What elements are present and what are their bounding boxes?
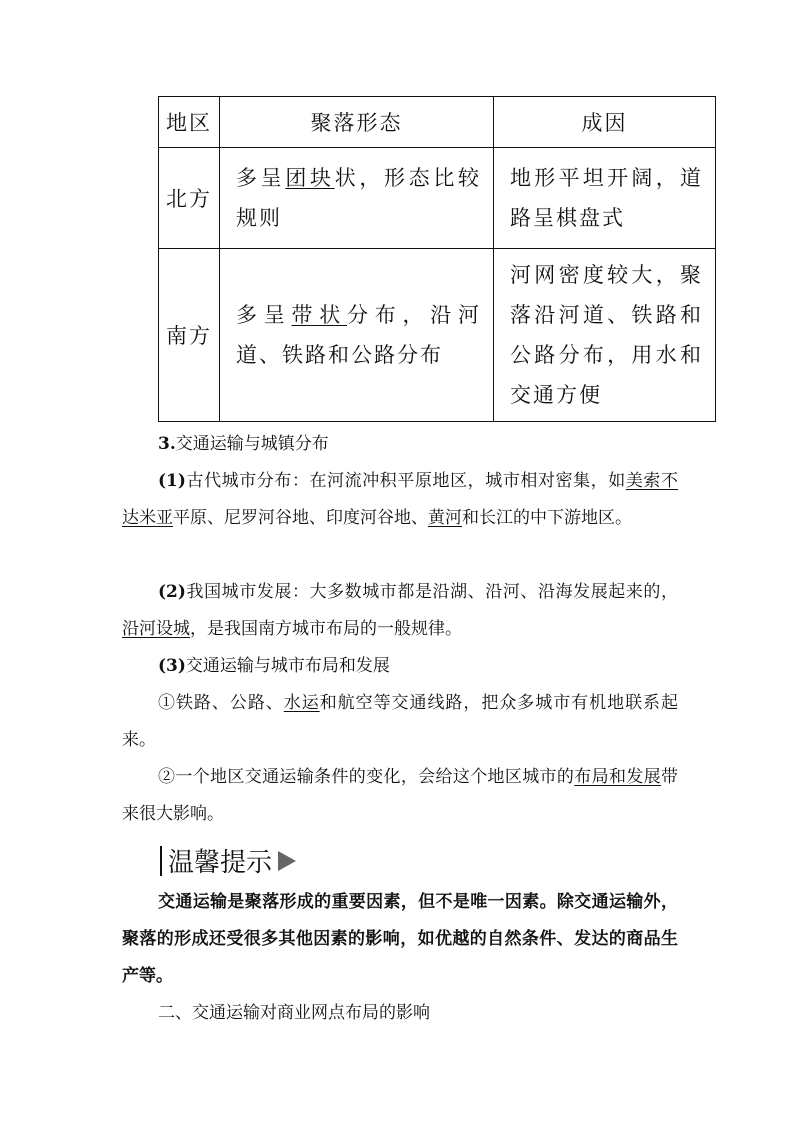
paragraph-text: 交通运输与城市布局和发展 xyxy=(185,656,390,676)
settlement-table xyxy=(158,96,716,422)
region-cell: 南方 xyxy=(159,249,220,422)
table-row xyxy=(159,148,716,249)
tip-bar xyxy=(160,846,162,876)
tip-title: 温馨提示 xyxy=(168,848,273,878)
key-term: 沿河设城 xyxy=(122,619,190,639)
paragraph-point-1 xyxy=(122,685,678,759)
paragraph-text: 和航空等交通线路，把众多城市有机地联系起来。 xyxy=(122,693,679,750)
section-two-heading: 二、交通运输对商业网点布局的影响 xyxy=(158,1003,430,1023)
table-row xyxy=(159,249,716,422)
paragraph-china-cities xyxy=(122,574,678,648)
item-number: (3) xyxy=(158,656,186,676)
region-cell: 北方 xyxy=(159,148,220,249)
section-number: 3. xyxy=(158,434,176,454)
cause-cell: 地形平坦开阔，道路呈棋盘式 xyxy=(494,148,716,249)
form-text: 状，形态比较规则 xyxy=(236,166,482,230)
form-cell xyxy=(220,148,494,249)
table-header-cell: 地区 xyxy=(159,97,220,148)
item-number: (2) xyxy=(158,582,186,602)
form-text: 多呈 xyxy=(236,303,292,327)
form-keyword: 带状 xyxy=(291,303,347,327)
table-header-cell: 聚落形态 xyxy=(220,97,494,148)
paragraph-text: 和长江的中下游地区。 xyxy=(462,508,632,528)
item-number: (1) xyxy=(158,471,186,491)
paragraph-text: 我国城市发展：大多数城市都是沿湖、沿河、沿海发展起来的， xyxy=(185,582,678,602)
paragraph-text: 带来很大影响。 xyxy=(122,767,679,824)
form-cell xyxy=(220,249,494,422)
triangle-right-icon xyxy=(278,851,296,871)
form-text: 分布，沿河道、铁路和公路分布 xyxy=(236,303,481,367)
paragraph-text: ，是我国南方城市布局的一般规律。 xyxy=(190,619,462,639)
section-heading xyxy=(122,426,678,463)
table-header-row xyxy=(159,97,716,148)
section-title: 交通运输与城镇分布 xyxy=(175,434,329,454)
table-header-cell: 成因 xyxy=(494,97,716,148)
tip-heading xyxy=(160,842,296,879)
paragraph-text: 古代城市分布：在河流冲积平原地区，城市相对密集，如 xyxy=(185,471,626,491)
paragraph-ancient-cities xyxy=(122,463,678,537)
paragraph-text: ①铁路、公路、 xyxy=(158,693,284,713)
paragraph-point-2 xyxy=(122,759,678,833)
form-keyword: 团块 xyxy=(285,166,335,190)
tip-text: 交通运输是聚落形成的重要因素，但不是唯一因素。除交通运输外，聚落的形成还受很多其他因素的影响，如优越的自然条件、发达的商品生产等。 xyxy=(122,892,678,986)
key-term: 布局和发展 xyxy=(574,767,662,787)
key-term: 水运 xyxy=(283,693,320,713)
key-term: 美索不达米亚 xyxy=(122,471,679,528)
key-term: 黄河 xyxy=(428,508,462,528)
paragraph-text: ②一个地区交通运输条件的变化，会给这个地区城市的 xyxy=(158,767,575,787)
form-text: 多呈 xyxy=(236,166,286,190)
cause-cell: 河网密度较大，聚落沿河道、铁路和公路分布，用水和交通方便 xyxy=(494,249,716,422)
paragraph-transport-layout xyxy=(122,648,678,685)
paragraph-text: 平原、尼罗河谷地、印度河谷地、 xyxy=(173,508,428,528)
